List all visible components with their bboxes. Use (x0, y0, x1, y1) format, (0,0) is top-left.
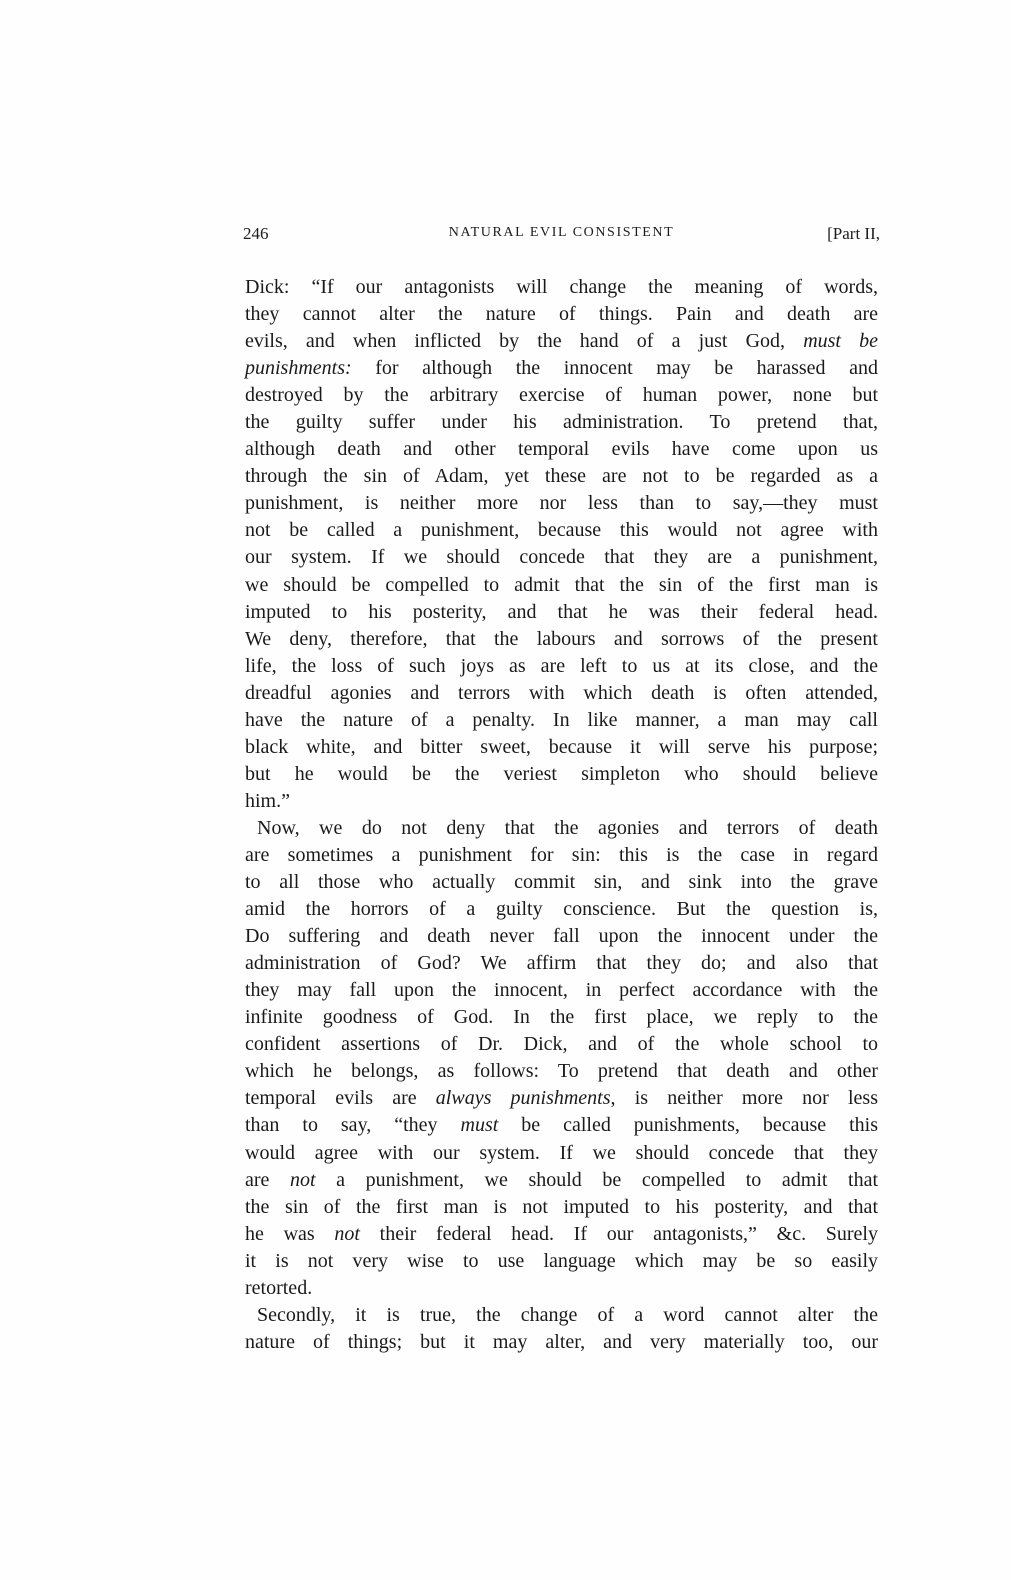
text-segment: to all those who actually commit sin, and sink into the grave (245, 871, 878, 894)
text-segment: Now, we do not deny that the agonies and terrors of death (257, 816, 878, 839)
text-segment: they may fall upon the innocent, in perfect accordance with the (245, 979, 878, 1002)
text-line (245, 1058, 878, 1085)
text-line (245, 734, 878, 761)
text-segment: infinite goodness of God. In the first place, we reply to the (245, 1006, 878, 1029)
text-segment: which he belongs, as follows: To pretend that death and other (245, 1060, 878, 1083)
page-body (245, 274, 878, 1356)
text-line (245, 653, 878, 680)
text-line (245, 1140, 878, 1167)
text-segment: retorted. (245, 1276, 313, 1299)
text-line (245, 1221, 878, 1248)
part-label: [Part II, (827, 224, 880, 243)
text-segment: Secondly, it is true, the change of a word cannot alter the (257, 1303, 878, 1326)
text-line (245, 815, 878, 842)
text-segment: than to say, “they (245, 1114, 461, 1137)
text-line (245, 1085, 878, 1112)
text-line (245, 572, 878, 599)
text-segment: have the nature of a penalty. In like manner, a man may call (245, 708, 878, 731)
text-line (245, 761, 878, 788)
text-segment: the guilty suffer under his administration. To pretend that, (245, 411, 878, 434)
text-line (245, 707, 878, 734)
paragraph (245, 274, 878, 815)
text-segment: nature of things; but it may alter, and very materially too, our (245, 1330, 878, 1353)
text-line (245, 1112, 878, 1139)
text-segment: , is neither more nor less (610, 1087, 879, 1110)
text-segment: Dick: “If our antagonists will change the meaning of words, (245, 276, 878, 298)
text-line (245, 977, 878, 1004)
text-line (245, 1167, 878, 1194)
text-line (245, 382, 878, 409)
italic-text: punishments: (245, 357, 352, 380)
text-segment: imputed to his posterity, and that he was their federal head. (245, 600, 878, 623)
text-line (245, 463, 878, 490)
text-segment: dreadful agonies and terrors with which death is often attended, (245, 681, 878, 704)
text-line (245, 950, 878, 977)
italic-text: must (460, 1114, 499, 1137)
text-segment: for although the innocent may be harassed and (351, 357, 878, 380)
text-line (245, 517, 878, 544)
text-line (245, 1031, 878, 1058)
text-line (245, 301, 878, 328)
text-line (245, 274, 878, 301)
text-segment: it is not very wise to use language which may be so easily (245, 1249, 878, 1272)
text-line (245, 436, 878, 463)
text-segment: confident assertions of Dr. Dick, and of the whole school to (245, 1033, 878, 1056)
text-line (245, 1275, 878, 1302)
text-line (245, 1329, 878, 1356)
text-segment: him.” (245, 789, 290, 812)
text-line (245, 1248, 878, 1275)
text-segment: black white, and bitter sweet, because it will serve his purpose; (245, 735, 878, 758)
text-line (245, 1004, 878, 1031)
text-segment: are sometimes a punishment for sin: this is the case in regard (245, 843, 878, 866)
text-segment: their federal head. If our antagonists,” &c. Surely (359, 1222, 878, 1245)
text-segment: but he would be the veriest simpleton who should believe (245, 762, 878, 785)
text-segment: would agree with our system. If we should concede that they (245, 1141, 878, 1164)
text-segment: be called punishments, because this (498, 1114, 879, 1137)
text-segment: he was (245, 1222, 335, 1245)
text-segment: a punishment, we should be compelled to admit that (315, 1168, 879, 1191)
page-number: 246 (243, 224, 269, 243)
text-segment: temporal evils are (245, 1087, 436, 1110)
italic-text: must be (803, 330, 878, 353)
text-line (245, 1194, 878, 1221)
text-line (245, 842, 878, 869)
text-line (245, 923, 878, 950)
text-line (245, 1302, 878, 1329)
paragraph (245, 815, 878, 1302)
text-line (245, 626, 878, 653)
text-line (245, 409, 878, 436)
text-line (245, 680, 878, 707)
text-segment: administration of God? We affirm that they do; and also that (245, 952, 878, 975)
text-segment: through the sin of Adam, yet these are not to be regarded as a (245, 465, 878, 488)
text-segment: evils, and when inflicted by the hand of a just God, (245, 330, 804, 353)
text-line (245, 490, 878, 517)
text-line (245, 328, 878, 355)
text-segment: not be called a punishment, because this would not agree with (245, 519, 878, 542)
text-segment: life, the loss of such joys as are left to us at its close, and the (245, 654, 878, 677)
text-segment: although death and other temporal evils have come upon us (245, 438, 878, 461)
text-segment: We deny, therefore, that the labours and sorrows of the present (245, 627, 878, 650)
running-title: NATURAL EVIL CONSISTENT (448, 225, 675, 240)
text-segment: we should be compelled to admit that the sin of the first man is (245, 573, 878, 596)
text-segment: are (245, 1168, 291, 1191)
text-line (245, 896, 878, 923)
text-line (245, 869, 878, 896)
text-line (245, 544, 878, 571)
italic-text: not (290, 1168, 316, 1191)
text-segment: Do suffering and death never fall upon the innocent under the (245, 925, 878, 948)
text-segment: punishment, is neither more nor less than to say,—they must (245, 492, 878, 515)
text-segment: destroyed by the arbitrary exercise of human power, none but (245, 384, 878, 407)
text-segment: our system. If we should concede that they are a punishment, (245, 546, 878, 569)
text-segment: they cannot alter the nature of things. Pain and death are (245, 303, 878, 326)
italic-text: not (334, 1222, 360, 1245)
paragraph (245, 1302, 878, 1356)
running-header (243, 224, 880, 250)
italic-text: always punishments (435, 1087, 611, 1110)
text-segment: the sin of the first man is not imputed to his posterity, and that (245, 1195, 878, 1218)
text-segment: amid the horrors of a guilty conscience. But the question is, (245, 898, 878, 921)
text-line (245, 599, 878, 626)
text-line (245, 355, 878, 382)
text-line (245, 788, 878, 815)
